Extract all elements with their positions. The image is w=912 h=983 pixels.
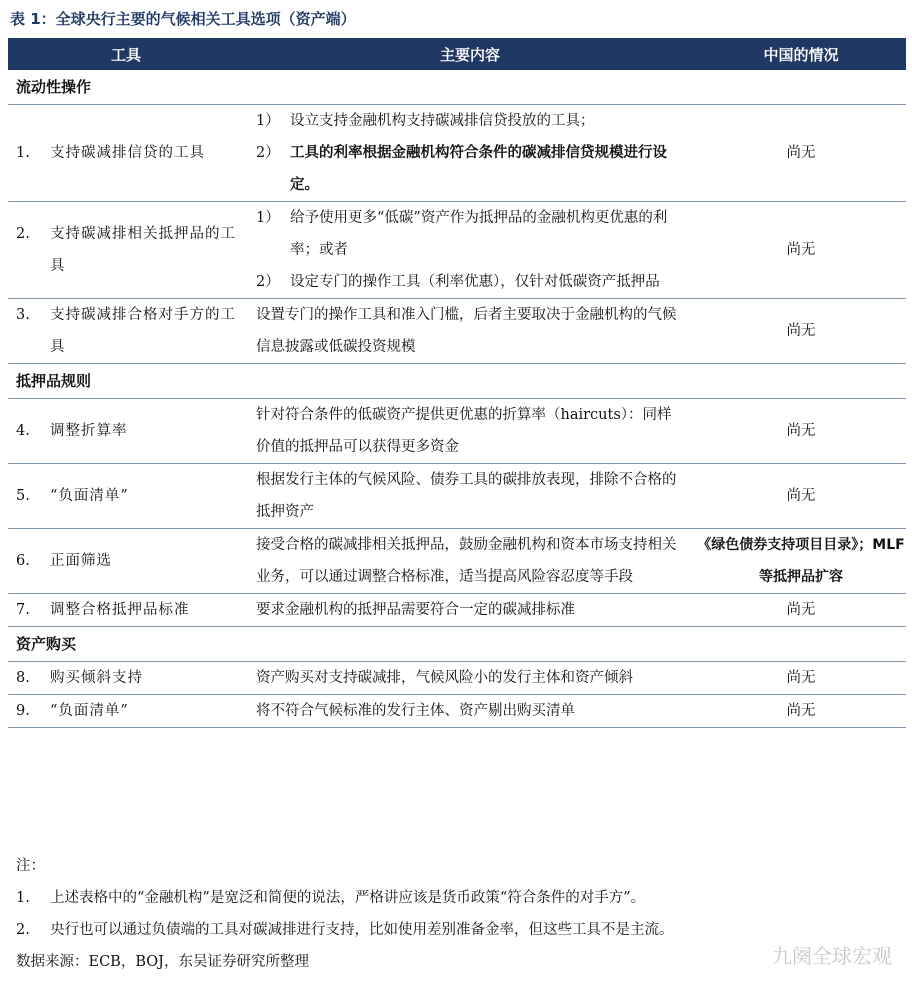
item-text: 资产购买对支持碳减排，气候风险小的发行主体和资产倾斜 — [256, 670, 633, 686]
tool-name: 支持碳减排信贷的工具 — [50, 145, 205, 161]
note-text: 上述表格中的“金融机构”是宽泛和简便的说法，严格讲应该是货币政策“符合条件的对手方”。 — [50, 890, 646, 906]
content-item — [256, 662, 682, 694]
content-cell — [244, 399, 696, 464]
section-row — [8, 364, 906, 399]
note-item — [8, 882, 906, 914]
china-status: 尚无 — [696, 299, 906, 364]
table-row — [8, 299, 906, 364]
item-marker: 1） — [256, 113, 280, 129]
china-status: 尚无 — [696, 464, 906, 529]
note-marker: 1. — [16, 890, 30, 906]
section-title: 流动性操作 — [8, 70, 906, 105]
table-row — [8, 529, 906, 594]
table-row — [8, 695, 906, 728]
header-tool: 工具 — [8, 38, 244, 70]
tool-cell — [8, 594, 244, 627]
table-row — [8, 202, 906, 299]
tool-name: 支持碳减排合格对手方的工具 — [50, 307, 236, 355]
row-number: 8. — [16, 670, 30, 686]
item-text: 设立支持金融机构支持碳减排信贷投放的工具； — [290, 113, 595, 129]
item-text: 接受合格的碳减排相关抵押品，鼓励金融机构和资本市场支持相关业务，可以通过调整合格标准，适当提高风险容忍度等手段 — [256, 537, 677, 585]
content-cell — [244, 529, 696, 594]
table-title: 表 1：全球央行主要的气候相关工具选项（资产端） — [10, 10, 356, 28]
content-item — [256, 105, 682, 137]
tool-cell — [8, 662, 244, 695]
data-source: 数据来源：ECB，BOJ，东吴证券研究所整理 — [16, 954, 309, 970]
row-number: 6. — [16, 553, 30, 569]
tool-name: “负面清单” — [50, 488, 129, 504]
tool-name: 支持碳减排相关抵押品的工具 — [50, 226, 236, 274]
china-status: 尚无 — [696, 399, 906, 464]
content-cell — [244, 202, 696, 299]
row-number: 5. — [16, 488, 30, 504]
tool-cell — [8, 299, 244, 364]
content-cell — [244, 299, 696, 364]
header-row — [8, 38, 906, 70]
table-row — [8, 464, 906, 529]
china-status: 尚无 — [696, 105, 906, 202]
content-cell — [244, 464, 696, 529]
tool-cell — [8, 695, 244, 728]
tool-cell — [8, 399, 244, 464]
header-china: 中国的情况 — [696, 38, 906, 70]
content-item — [256, 299, 682, 363]
section-row — [8, 70, 906, 105]
item-text: 给予使用更多“低碳”资产作为抵押品的金融机构更优惠的利率；或者 — [290, 210, 668, 258]
content-item — [256, 695, 682, 727]
content-item — [256, 594, 682, 626]
item-marker: 1） — [256, 210, 280, 226]
content-item — [256, 529, 682, 593]
section-title: 资产购买 — [8, 627, 906, 662]
tool-name: 购买倾斜支持 — [50, 670, 143, 686]
row-number: 9. — [16, 703, 30, 719]
tool-name: 调整折算率 — [50, 423, 128, 439]
note-text: 央行也可以通过负债端的工具对碳减排进行支持，比如使用差别准备金率，但这些工具不是主流。 — [50, 922, 674, 938]
content-item — [256, 202, 682, 266]
row-number: 3. — [16, 307, 30, 323]
table-row — [8, 594, 906, 627]
section-title: 抵押品规则 — [8, 364, 906, 399]
tool-cell — [8, 202, 244, 299]
china-status: 尚无 — [696, 594, 906, 627]
climate-tools-table — [8, 38, 906, 728]
china-status: 《绿色债券支持项目目录》；MLF 等抵押品扩容 — [696, 529, 906, 594]
item-marker: 2） — [256, 145, 280, 161]
content-cell — [244, 594, 696, 627]
notes-label: 注： — [16, 858, 45, 874]
item-text: 要求金融机构的抵押品需要符合一定的碳减排标准 — [256, 602, 575, 618]
item-text: 将不符合气候标准的发行主体、资产剔出购买清单 — [256, 703, 575, 719]
item-text: 针对符合条件的低碳资产提供更优惠的折算率（haircuts）：同样价值的抵押品可以获得更多资金 — [256, 407, 672, 455]
row-number: 2. — [16, 226, 30, 242]
item-text: 工具的利率根据金融机构符合条件的碳减排信贷规模进行设定。 — [290, 145, 667, 193]
row-number: 4. — [16, 423, 30, 439]
table-row — [8, 399, 906, 464]
row-number: 7. — [16, 602, 30, 618]
header-content: 主要内容 — [244, 38, 696, 70]
tool-name: “负面清单” — [50, 703, 129, 719]
table-row — [8, 662, 906, 695]
content-item — [256, 266, 682, 298]
table-body — [8, 70, 906, 728]
item-text: 设定专门的操作工具（利率优惠），仅针对低碳资产抵押品 — [290, 274, 660, 290]
china-status: 尚无 — [696, 662, 906, 695]
content-item — [256, 399, 682, 463]
item-text: 根据发行主体的气候风险、债券工具的碳排放表现，排除不合格的抵押资产 — [256, 472, 677, 520]
item-text: 设置专门的操作工具和准入门槛，后者主要取决于金融机构的气候信息披露或低碳投资规模 — [256, 307, 677, 355]
content-cell — [244, 662, 696, 695]
content-cell — [244, 695, 696, 728]
content-cell — [244, 105, 696, 202]
content-item — [256, 464, 682, 528]
china-status: 尚无 — [696, 695, 906, 728]
tool-cell — [8, 529, 244, 594]
table-row — [8, 105, 906, 202]
tool-cell — [8, 105, 244, 202]
tool-name: 正面筛选 — [50, 553, 112, 569]
note-marker: 2. — [16, 922, 30, 938]
row-number: 1. — [16, 145, 30, 161]
section-row — [8, 627, 906, 662]
tool-cell — [8, 464, 244, 529]
item-marker: 2） — [256, 274, 280, 290]
china-status: 尚无 — [696, 202, 906, 299]
tool-name: 调整合格抵押品标准 — [50, 602, 190, 618]
watermark: 九阕全球宏观 — [772, 944, 892, 968]
content-item — [256, 137, 682, 201]
